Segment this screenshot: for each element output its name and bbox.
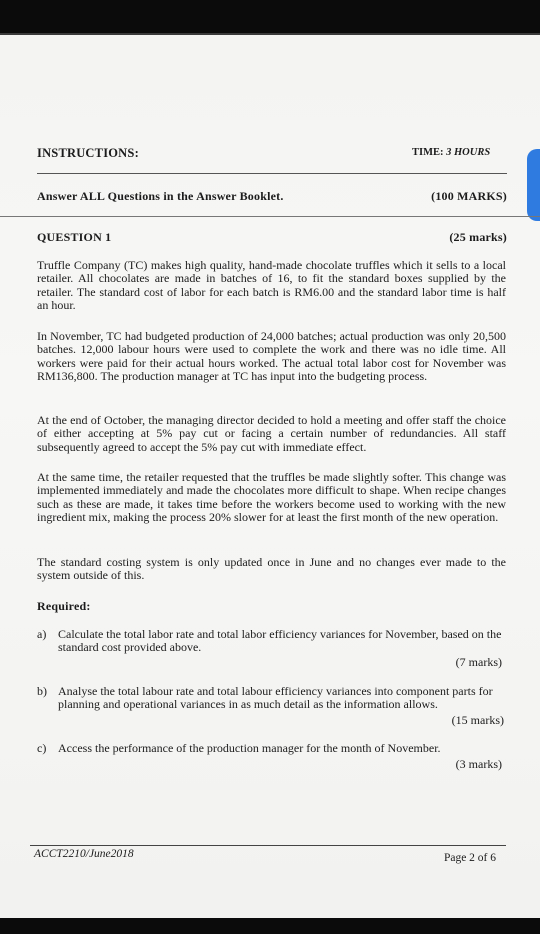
answer-instruction: Answer ALL Questions in the Answer Booklet. (37, 189, 284, 203)
item-text-b: Analyse the total labour rate and total labour efficiency variances into component parts for planning and operational variances in as much detail as the information allows. (58, 684, 493, 712)
item-text-a: Calculate the total labor rate and total labor efficiency variances for November, based on the standard cost provided above. (58, 627, 502, 655)
instructions-heading: INSTRUCTIONS: (37, 146, 139, 160)
time-value: 3 HOURS (446, 147, 491, 158)
item-letter-c: c) (37, 741, 47, 755)
footer-divider (30, 845, 506, 846)
question-paragraph: At the same time, the retailer requested that the truffles be made slightly softer. This change was implemented immediately and made the chocolates more difficult to shape. When recipe changes such as these are made, it takes time before the workers become used to working with the new ingredient mix, making the process 20% slower for at least the first month of the new operation. (37, 470, 506, 525)
time-allowed (412, 147, 490, 158)
question-paragraph: The standard costing system is only updated once in June and no changes ever made to the system outside of this. (37, 555, 506, 583)
item-marks-b: (15 marks) (451, 713, 504, 727)
item-marks-a: (7 marks) (455, 655, 502, 669)
item-text-c: Access the performance of the production manager for the month of November. (58, 741, 441, 755)
total-marks: (100 MARKS) (431, 189, 507, 203)
question-title: QUESTION 1 (37, 230, 112, 244)
bottom-black-border (0, 918, 540, 934)
required-heading: Required: (37, 599, 91, 613)
page-number: Page 2 of 6 (443, 852, 496, 864)
header-divider (37, 173, 507, 174)
side-tab-marker (527, 149, 540, 221)
exam-page (0, 33, 540, 918)
item-letter-a: a) (37, 627, 47, 641)
course-code: ACCT2210/June2018 (34, 848, 134, 860)
page-top-rule (0, 33, 540, 35)
question-paragraph: In November, TC had budgeted production of 24,000 batches; actual production was only 20,500 batches. 12,000 labour hours were used to complete the work and there was no idle time. All workers were paid for their actual hours worked. The actual total labor cost for November was RM136,800. The production manager at TC has input into the budgeting process. (37, 329, 506, 384)
top-black-border (0, 0, 540, 33)
question-marks: (25 marks) (449, 230, 507, 244)
question-paragraph: Truffle Company (TC) makes high quality, hand-made chocolate truffles which it sells to a local retailer. All chocolates are made in batches of 16, to fit the standard boxes supplied by the retailer. The standard cost of labor for each batch is RM6.00 and the standard labor time is half an hour. (37, 258, 506, 313)
answer-divider (0, 216, 540, 217)
question-paragraph: At the end of October, the managing director decided to hold a meeting and offer staff the choice of either accepting at 5% pay cut or facing a certain number of redundancies. All staff subsequently agreed to accept the 5% pay cut with immediate effect. (37, 413, 506, 454)
time-label: TIME: (412, 147, 444, 158)
item-letter-b: b) (37, 684, 47, 698)
item-marks-c: (3 marks) (455, 757, 502, 771)
